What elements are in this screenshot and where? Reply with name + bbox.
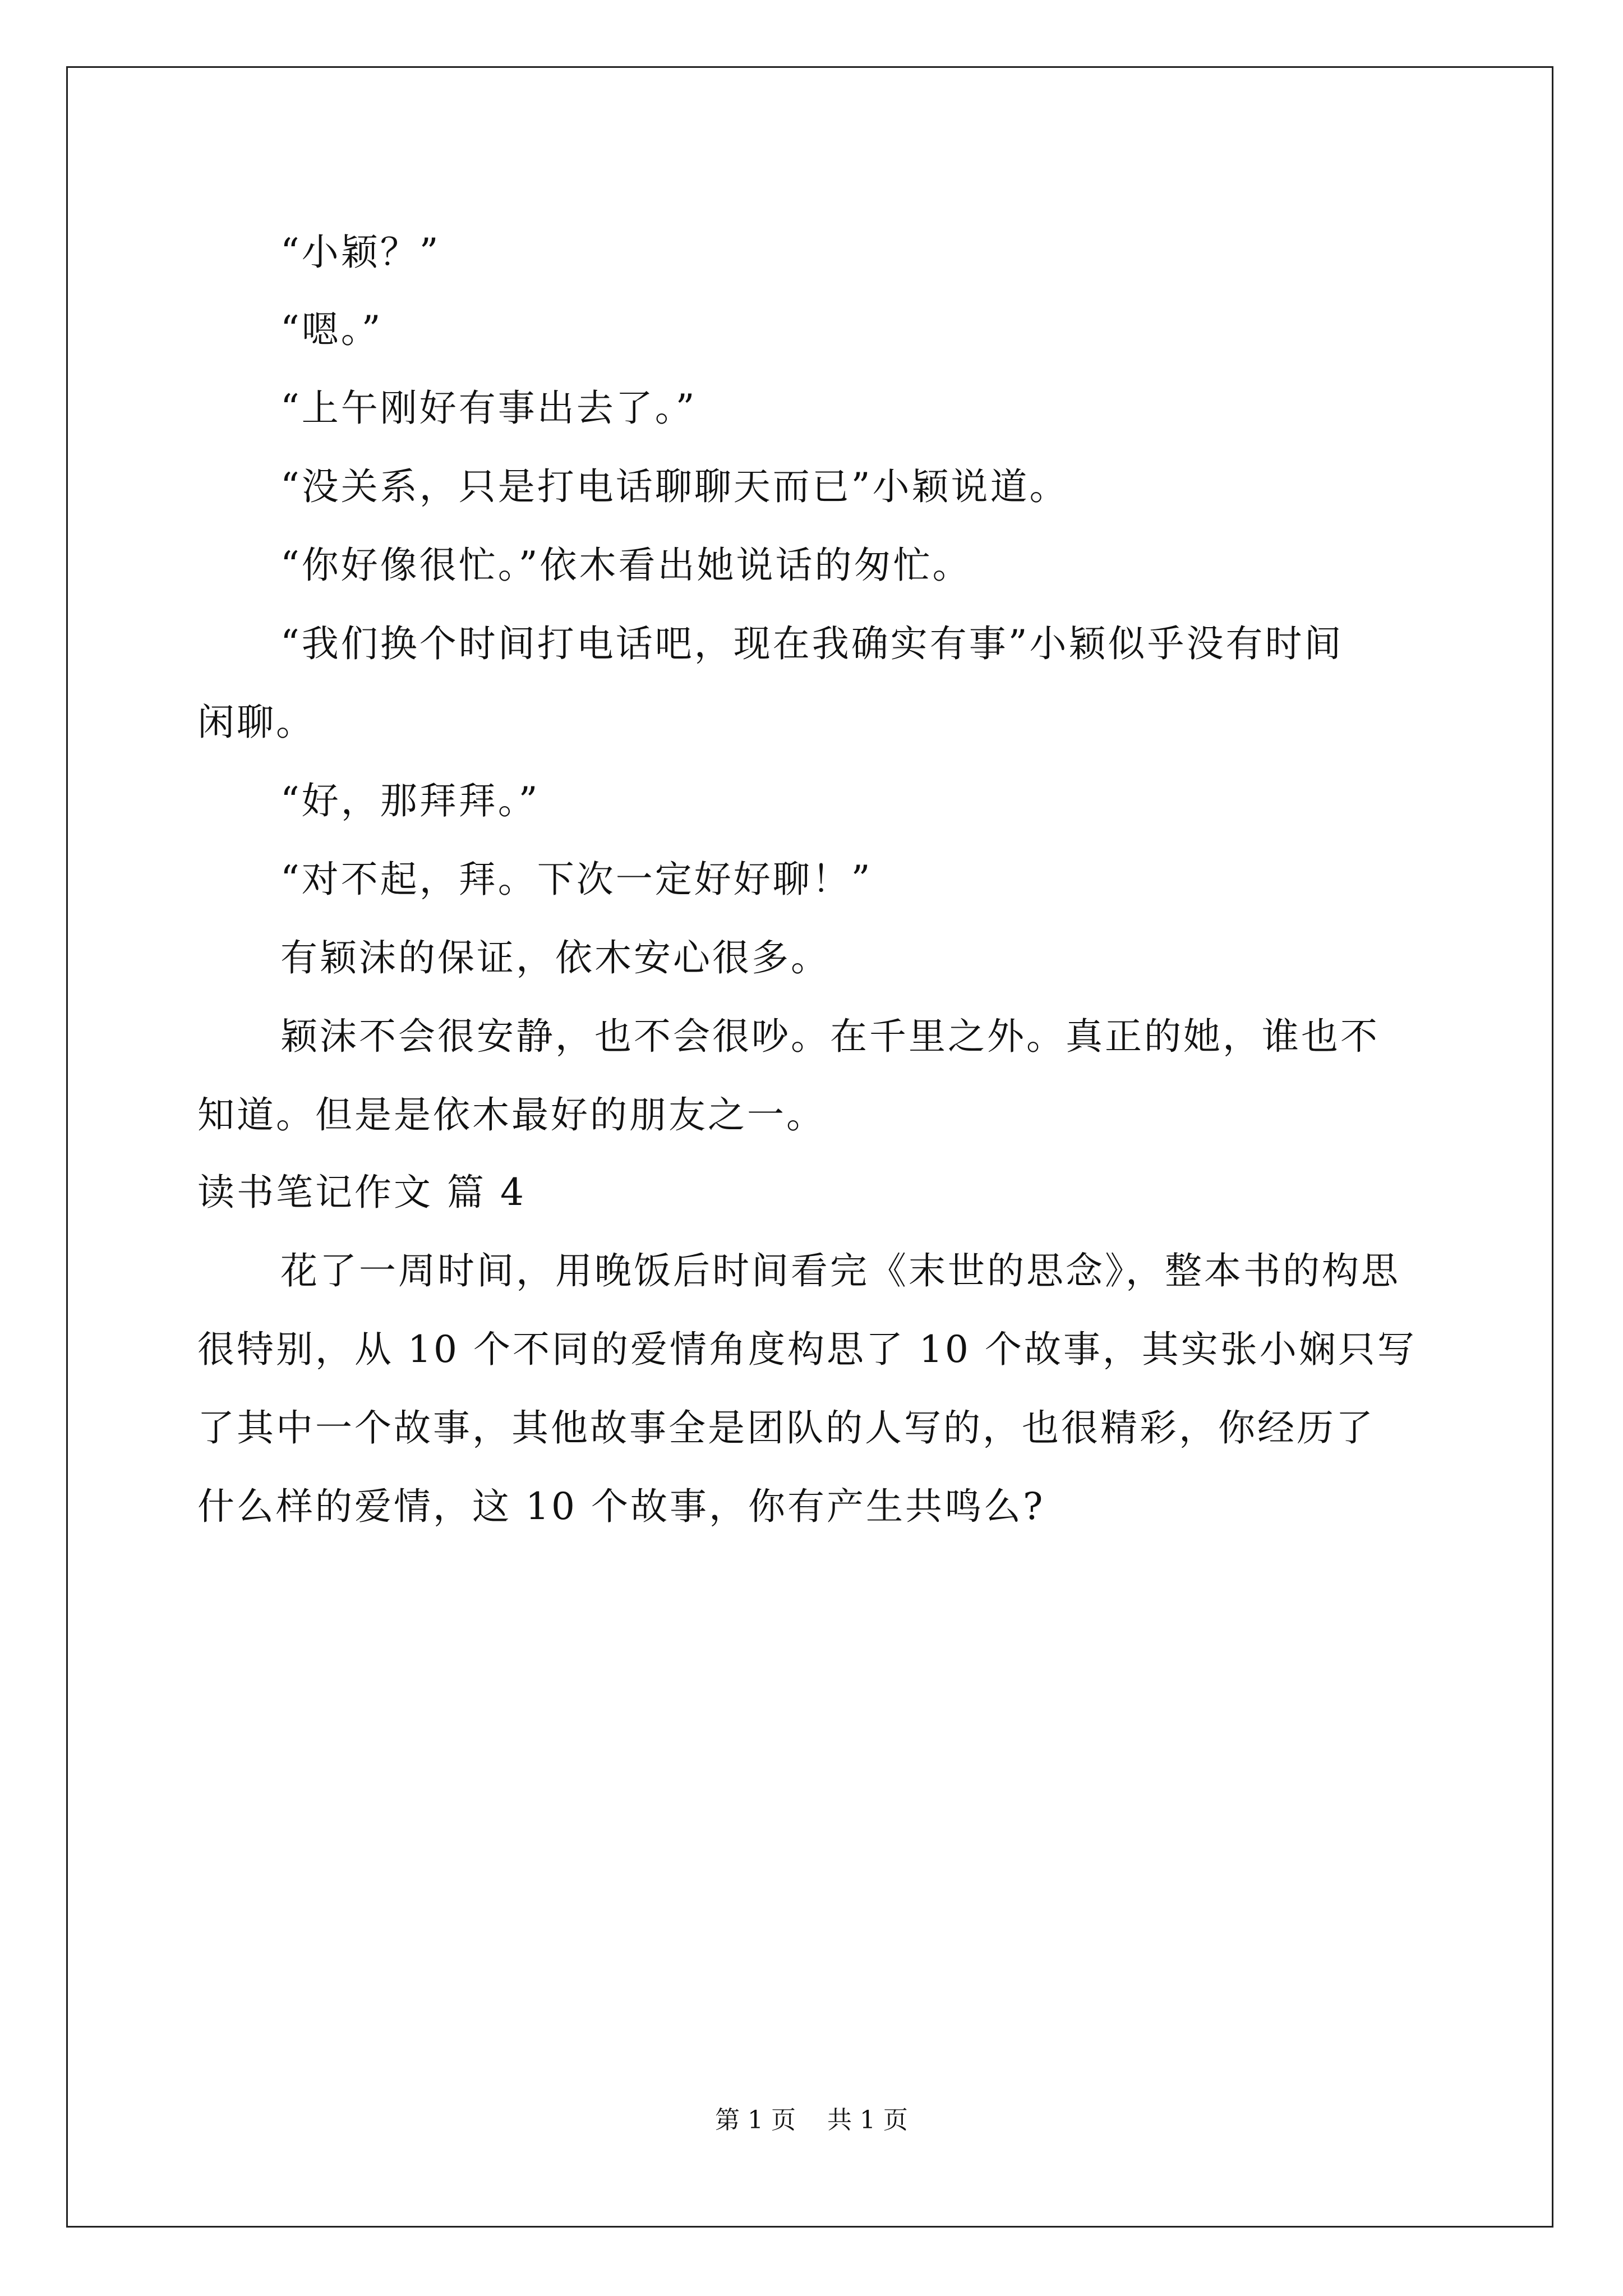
page-footer: 第 1 页 共 1 页 [715,2106,908,2134]
dialogue-line-continued: 闲聊。 [197,701,315,744]
dialogue-line: “上午刚好有事出去了。” [280,386,697,430]
section-paragraph-continued: 很特别，从 10 个不同的爱情角度构思了 10 个故事，其实张小娴只写 [197,1328,1417,1371]
dialogue-line: “好，那拜拜。” [280,779,540,822]
section-paragraph-continued: 了其中一个故事，其他故事全是团队的人写的，也很精彩，你经历了 [197,1406,1375,1450]
body-paragraph: 颖沫不会很安静，也不会很吵。在千里之外。真正的她，谁也不 [280,1015,1380,1058]
dialogue-line: “我们换个时间打电话吧，现在我确实有事”小颖似乎没有时间 [280,622,1344,665]
dialogue-line: “小颖？” [280,231,441,274]
body-paragraph-continued: 知道。但是是依木最好的朋友之一。 [197,1093,826,1137]
section-paragraph: 花了一周时间，用晚饭后时间看完《末世的思念》，整本书的构思 [280,1249,1400,1292]
dialogue-line: “你好像很忙。”依木看出她说话的匆忙。 [280,544,972,587]
dialogue-line: “对不起，拜。下次一定好好聊！” [280,858,873,901]
dialogue-line: “嗯。” [280,308,383,351]
dialogue-line: “没关系，只是打电话聊聊天而已”小颖说道。 [280,465,1069,508]
section-paragraph-continued: 什么样的爱情，这 10 个故事，你有产生共鸣么? [197,1485,1045,1528]
section-heading: 读书笔记作文 篇 4 [197,1171,526,1214]
body-paragraph: 有颖沫的保证，依木安心很多。 [280,936,830,979]
